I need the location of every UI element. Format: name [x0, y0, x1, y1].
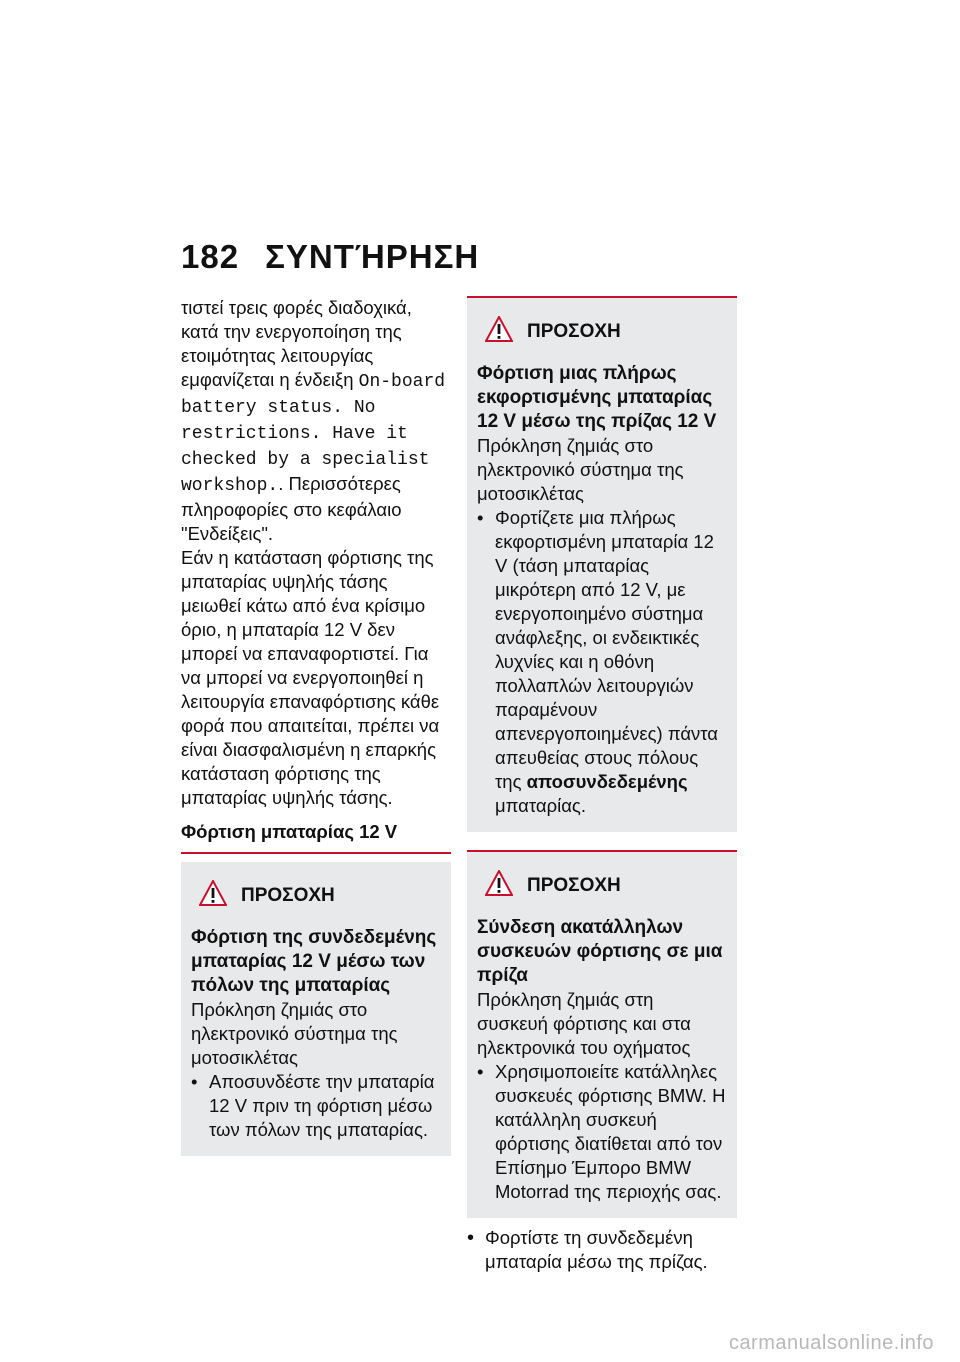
- warning-body: Πρόκληση ζημιάς στη συσκευή φόρτισης και στα ηλεκτρονικά του οχήματος: [477, 989, 691, 1058]
- warning-triangle-icon: [199, 880, 227, 912]
- warning-header: [485, 316, 727, 348]
- display-message-code: On-board battery status. No restrictions. Have it checked by a specialist workshop.: [181, 372, 446, 496]
- paragraph-text: τιστεί τρεις φορές διαδοχικά, κατά την ενεργοποίηση της ετοιμότητας λειτουργίας εμφανίζεται η ένδειξη: [181, 297, 412, 390]
- paragraph-text-end: . Περισσότερες πληροφορίες στο κεφάλαιο "Ενδείξεις".: [181, 473, 402, 544]
- left-column: [181, 296, 451, 1156]
- watermark: carmanualsonline.info: [728, 1332, 934, 1354]
- warning-bullet-text: Αποσυνδέστε την μπαταρία 12 V πριν τη φόρτιση μέσω των πόλων της μπαταρίας.: [209, 1071, 435, 1140]
- warning-box: [181, 862, 451, 1156]
- warning-box-2: [467, 852, 737, 1218]
- paragraph-high-voltage: Εάν η κατάσταση φόρτισης της μπαταρίας υψηλής τάσης μειωθεί κάτω από ένα κρίσιμο όριο, η μπαταρία 12 V δεν μπορεί να επαναφορτιστεί. Για να μπορεί να ενεργοποιηθεί η λειτουργία επαναφόρτισης κάθε φορά που απαιτείται, πρέπει να είναι διασφαλισμένη η επαρκής κατάσταση φόρτισης της μπαταρίας υψηλής τάσης.: [181, 547, 440, 808]
- warning-bullet: [477, 506, 727, 818]
- right-column: [467, 296, 737, 1274]
- warning-header: [199, 880, 441, 912]
- page-title: ΣΥΝΤΉΡΗΣΗ: [265, 238, 480, 275]
- warning-bullet-emphasis: αποσυνδεδεμένης: [526, 771, 688, 792]
- warning-header: [485, 870, 727, 902]
- warning-body: Πρόκληση ζημιάς στο ηλεκτρονικό σύστημα της μοτοσικλέτας: [477, 435, 684, 504]
- page-header: [181, 238, 479, 276]
- warning-bullet-text: Χρησιμοποιείτε κατάλληλες συσκευές φόρτισης BMW. Η κατάλληλη συσκευή φόρτισης διατίθεται από τον Επίσημο Έμπορο BMW Motorrad της περιοχής σας.: [495, 1061, 726, 1202]
- page-number: 182: [181, 238, 240, 275]
- warning-label: ΠΡΟΣΟΧΗ: [241, 885, 335, 906]
- warning-triangle-icon: [485, 870, 513, 902]
- paragraph-display-message: [181, 296, 451, 546]
- warning-bullet: [191, 1070, 441, 1142]
- warning-bullet-end: μπαταρίας.: [495, 795, 586, 816]
- instruction-step-text: Φορτίστε τη συνδεδεμένη μπαταρία μέσω της πρίζας.: [485, 1227, 708, 1272]
- warning-label: ΠΡΟΣΟΧΗ: [527, 875, 621, 896]
- warning-triangle-icon: [485, 316, 513, 348]
- warning-bullet: [477, 1060, 727, 1204]
- warning-title: Σύνδεση ακατάλληλων συσκευών φόρτισης σε μια πρίζα: [477, 917, 723, 986]
- warning-bullet-text: Φορτίζετε μια πλήρως εκφορτισμένη μπαταρία 12 V (τάση μπαταρίας μικρότερη από 12 V, με ενεργοποιημένο σύστημα ανάφλεξης, οι ενδεικτικές λυχνίες και η οθόνη πολλαπλών λειτουργιών παραμένουν απενεργοποιημένες) πάντα απευθείας στους πόλους της: [495, 507, 719, 792]
- warning-label: ΠΡΟΣΟΧΗ: [527, 321, 621, 342]
- section-heading: Φόρτιση μπαταρίας 12 V: [181, 821, 398, 842]
- warning-title: Φόρτιση της συνδεδεμένης μπαταρίας 12 V μέσω των πόλων της μπαταρίας: [191, 927, 437, 996]
- warning-box-1: [467, 298, 737, 832]
- warning-title: Φόρτιση μιας πλήρως εκφορτισμένης μπαταρίας 12 V μέσω της πρίζας 12 V: [477, 363, 717, 432]
- section-rule: [181, 852, 451, 854]
- warning-body: Πρόκληση ζημιάς στο ηλεκτρονικό σύστημα της μοτοσικλέτας: [191, 999, 398, 1068]
- instruction-step: [467, 1226, 737, 1274]
